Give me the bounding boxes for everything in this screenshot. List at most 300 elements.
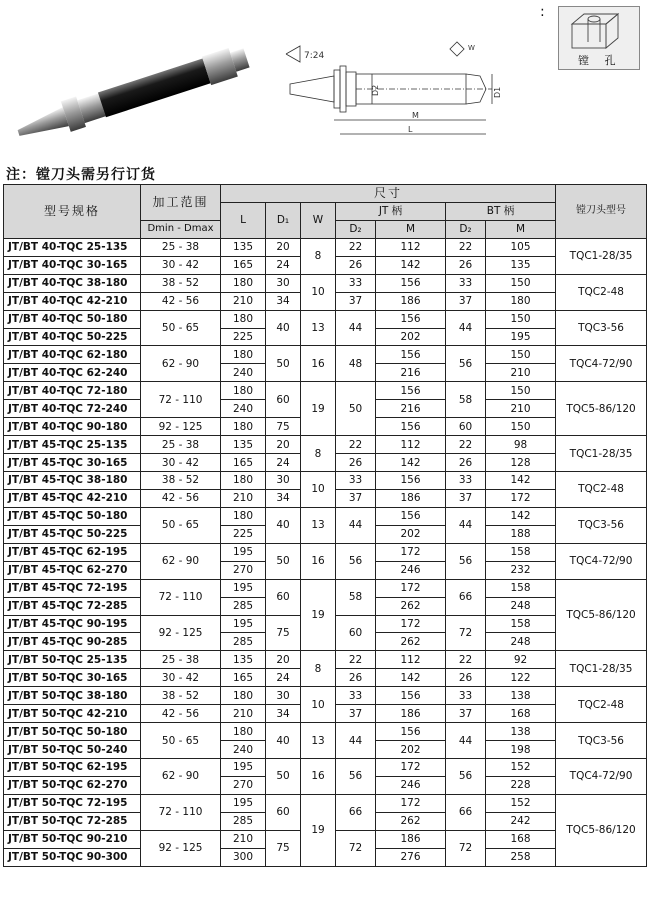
table-row [4, 472, 647, 490]
range-cell: 50 - 65 [141, 507, 221, 543]
d2-label: D2 [371, 84, 380, 96]
bt-m-cell: 152 [486, 759, 556, 777]
l-cell: 195 [221, 794, 266, 812]
jt-m-cell: 156 [376, 723, 446, 741]
l-cell: 180 [221, 472, 266, 490]
spec-table-body [4, 238, 647, 866]
d1-label: D1 [493, 86, 502, 98]
bt-d2-cell: 22 [446, 238, 486, 256]
l-cell: 165 [221, 669, 266, 687]
table-row [4, 436, 647, 454]
d1-cell: 60 [266, 382, 301, 418]
range-cell: 25 - 38 [141, 238, 221, 256]
l-cell: 180 [221, 418, 266, 436]
taper-label: 7:24 [304, 51, 325, 61]
jt-d2-cell: 37 [336, 705, 376, 723]
bt-m-cell: 188 [486, 525, 556, 543]
head-model-cell: TQC5-86/120 [556, 794, 647, 866]
jt-m-cell: 142 [376, 669, 446, 687]
table-row [4, 794, 647, 812]
jt-m-cell: 186 [376, 705, 446, 723]
model-cell: JT/BT 40-TQC 62-180 [4, 346, 141, 364]
bt-m-cell: 195 [486, 328, 556, 346]
bt-d2-cell: 58 [446, 382, 486, 418]
range-cell: 42 - 56 [141, 489, 221, 507]
range-cell: 25 - 38 [141, 436, 221, 454]
w-cell: 13 [301, 723, 336, 759]
model-cell: JT/BT 45-TQC 25-135 [4, 436, 141, 454]
jt-d2-cell: 44 [336, 310, 376, 346]
header-dimensions: 尺寸 [221, 185, 556, 203]
model-cell: JT/BT 50-TQC 72-285 [4, 812, 141, 830]
l-cell: 285 [221, 812, 266, 830]
d1-cell: 30 [266, 472, 301, 490]
header-d1: D₁ [266, 202, 301, 238]
table-row [4, 238, 647, 256]
bt-m-cell: 172 [486, 489, 556, 507]
table-row [4, 651, 647, 669]
head-model-cell: TQC2-48 [556, 687, 647, 723]
bt-d2-cell: 37 [446, 705, 486, 723]
model-cell: JT/BT 40-TQC 72-180 [4, 382, 141, 400]
bt-m-cell: 150 [486, 274, 556, 292]
model-cell: JT/BT 40-TQC 50-180 [4, 310, 141, 328]
model-cell: JT/BT 50-TQC 62-270 [4, 776, 141, 794]
range-cell: 30 - 42 [141, 669, 221, 687]
bt-m-cell: 128 [486, 454, 556, 472]
bt-m-cell: 228 [486, 776, 556, 794]
jt-m-cell: 156 [376, 507, 446, 525]
jt-m-cell: 112 [376, 238, 446, 256]
bt-m-cell: 158 [486, 615, 556, 633]
model-cell: JT/BT 50-TQC 90-210 [4, 830, 141, 848]
jt-m-cell: 172 [376, 579, 446, 597]
model-cell: JT/BT 45-TQC 42-210 [4, 489, 141, 507]
model-cell: JT/BT 45-TQC 90-195 [4, 615, 141, 633]
bt-d2-cell: 26 [446, 669, 486, 687]
d1-cell: 50 [266, 759, 301, 795]
jt-d2-cell: 58 [336, 579, 376, 615]
d1-cell: 30 [266, 687, 301, 705]
bt-m-cell: 242 [486, 812, 556, 830]
jt-m-cell: 172 [376, 794, 446, 812]
range-cell: 62 - 90 [141, 543, 221, 579]
jt-d2-cell: 56 [336, 543, 376, 579]
header-jt-d2: D₂ [336, 220, 376, 238]
bt-m-cell: 142 [486, 507, 556, 525]
model-cell: JT/BT 45-TQC 72-195 [4, 579, 141, 597]
jt-m-cell: 246 [376, 561, 446, 579]
jt-m-cell: 112 [376, 436, 446, 454]
header-range-units: Dmin - Dmax [141, 220, 221, 238]
model-cell: JT/BT 40-TQC 72-240 [4, 400, 141, 418]
model-cell: JT/BT 40-TQC 90-180 [4, 418, 141, 436]
d1-cell: 24 [266, 454, 301, 472]
table-row [4, 274, 647, 292]
l-cell: 240 [221, 400, 266, 418]
d1-cell: 50 [266, 543, 301, 579]
range-cell: 50 - 65 [141, 723, 221, 759]
m-label: M [412, 111, 419, 120]
table-row [4, 346, 647, 364]
w-cell: 19 [301, 794, 336, 866]
table-row [4, 543, 647, 561]
jt-d2-cell: 37 [336, 489, 376, 507]
model-cell: JT/BT 50-TQC 30-165 [4, 669, 141, 687]
bt-d2-cell: 44 [446, 507, 486, 543]
jt-m-cell: 172 [376, 543, 446, 561]
bt-m-cell: 258 [486, 848, 556, 866]
l-cell: 165 [221, 256, 266, 274]
range-cell: 38 - 52 [141, 472, 221, 490]
range-cell: 38 - 52 [141, 687, 221, 705]
model-cell: JT/BT 45-TQC 50-180 [4, 507, 141, 525]
w-cell: 10 [301, 274, 336, 310]
w-cell: 19 [301, 579, 336, 651]
model-cell: JT/BT 50-TQC 62-195 [4, 759, 141, 777]
head-model-cell: TQC1-28/35 [556, 436, 647, 472]
bt-d2-cell: 72 [446, 830, 486, 866]
table-row [4, 687, 647, 705]
range-cell: 42 - 56 [141, 292, 221, 310]
bt-d2-cell: 22 [446, 436, 486, 454]
range-cell: 92 - 125 [141, 418, 221, 436]
head-model-cell: TQC5-86/120 [556, 579, 647, 651]
range-cell: 25 - 38 [141, 651, 221, 669]
jt-d2-cell: 22 [336, 436, 376, 454]
range-cell: 50 - 65 [141, 310, 221, 346]
head-model-cell: TQC2-48 [556, 274, 647, 310]
d1-cell: 20 [266, 436, 301, 454]
model-cell: JT/BT 40-TQC 62-240 [4, 364, 141, 382]
order-note: 注：镗刀头需另行订货 [6, 167, 156, 183]
d1-cell: 20 [266, 651, 301, 669]
l-cell: 180 [221, 723, 266, 741]
spec-table [3, 184, 647, 867]
w-cell: 19 [301, 382, 336, 436]
w-cell: 10 [301, 472, 336, 508]
bt-m-cell: 150 [486, 346, 556, 364]
l-cell: 195 [221, 615, 266, 633]
d1-cell: 40 [266, 723, 301, 759]
bt-d2-cell: 44 [446, 310, 486, 346]
model-cell: JT/BT 45-TQC 30-165 [4, 454, 141, 472]
jt-m-cell: 216 [376, 400, 446, 418]
model-cell: JT/BT 45-TQC 50-225 [4, 525, 141, 543]
table-row [4, 382, 647, 400]
jt-d2-cell: 33 [336, 472, 376, 490]
bt-m-cell: 158 [486, 543, 556, 561]
w-label: W [468, 44, 475, 52]
l-cell: 285 [221, 597, 266, 615]
d1-cell: 34 [266, 292, 301, 310]
bt-m-cell: 180 [486, 292, 556, 310]
jt-m-cell: 172 [376, 759, 446, 777]
jt-m-cell: 156 [376, 310, 446, 328]
jt-m-cell: 156 [376, 346, 446, 364]
jt-d2-cell: 66 [336, 794, 376, 830]
bt-d2-cell: 66 [446, 579, 486, 615]
jt-m-cell: 186 [376, 830, 446, 848]
header-bt-d2: D₂ [446, 220, 486, 238]
bt-d2-cell: 37 [446, 489, 486, 507]
head-model-cell: TQC3-56 [556, 723, 647, 759]
head-model-cell: TQC1-28/35 [556, 651, 647, 687]
jt-m-cell: 186 [376, 292, 446, 310]
l-cell: 180 [221, 346, 266, 364]
range-cell: 38 - 52 [141, 274, 221, 292]
jt-d2-cell: 44 [336, 507, 376, 543]
d1-cell: 24 [266, 669, 301, 687]
bt-m-cell: 138 [486, 687, 556, 705]
model-cell: JT/BT 45-TQC 38-180 [4, 472, 141, 490]
jt-m-cell: 142 [376, 256, 446, 274]
jt-m-cell: 112 [376, 651, 446, 669]
range-cell: 30 - 42 [141, 454, 221, 472]
bt-m-cell: 142 [486, 472, 556, 490]
d1-cell: 60 [266, 794, 301, 830]
l-cell: 270 [221, 561, 266, 579]
w-cell: 13 [301, 310, 336, 346]
bt-m-cell: 122 [486, 669, 556, 687]
l-cell: 210 [221, 705, 266, 723]
l-cell: 180 [221, 310, 266, 328]
l-cell: 135 [221, 651, 266, 669]
model-cell: JT/BT 40-TQC 25-135 [4, 238, 141, 256]
jt-m-cell: 246 [376, 776, 446, 794]
model-cell: JT/BT 45-TQC 62-270 [4, 561, 141, 579]
model-cell: JT/BT 50-TQC 42-210 [4, 705, 141, 723]
jt-m-cell: 172 [376, 615, 446, 633]
head-model-cell: TQC3-56 [556, 310, 647, 346]
jt-m-cell: 262 [376, 812, 446, 830]
l-cell: 195 [221, 579, 266, 597]
bt-d2-cell: 56 [446, 346, 486, 382]
model-cell: JT/BT 50-TQC 72-195 [4, 794, 141, 812]
head-model-cell: TQC2-48 [556, 472, 647, 508]
model-cell: JT/BT 40-TQC 42-210 [4, 292, 141, 310]
l-cell: 180 [221, 274, 266, 292]
bt-m-cell: 248 [486, 633, 556, 651]
jt-d2-cell: 26 [336, 669, 376, 687]
w-cell: 16 [301, 346, 336, 382]
bt-d2-cell: 72 [446, 615, 486, 651]
l-cell: 180 [221, 382, 266, 400]
l-cell: 195 [221, 759, 266, 777]
model-cell: JT/BT 40-TQC 38-180 [4, 274, 141, 292]
bt-m-cell: 150 [486, 418, 556, 436]
range-cell: 62 - 90 [141, 759, 221, 795]
bt-d2-cell: 26 [446, 256, 486, 274]
header-jt-m: M [376, 220, 446, 238]
l-cell: 210 [221, 830, 266, 848]
l-cell: 165 [221, 454, 266, 472]
header-l: L [221, 202, 266, 238]
jt-m-cell: 156 [376, 274, 446, 292]
bt-d2-cell: 22 [446, 651, 486, 669]
d1-cell: 75 [266, 615, 301, 651]
table-row [4, 759, 647, 777]
head-model-cell: TQC4-72/90 [556, 759, 647, 795]
jt-m-cell: 202 [376, 525, 446, 543]
head-model-cell: TQC4-72/90 [556, 346, 647, 382]
header-range: 加工范围 [141, 185, 221, 221]
l-cell: 225 [221, 525, 266, 543]
jt-m-cell: 156 [376, 472, 446, 490]
header-model: 型号规格 [4, 185, 141, 239]
l-cell: 135 [221, 238, 266, 256]
bt-d2-cell: 33 [446, 687, 486, 705]
legend-label: 镗 孔 [578, 54, 622, 67]
model-cell: JT/BT 45-TQC 62-195 [4, 543, 141, 561]
w-cell: 13 [301, 507, 336, 543]
bt-d2-cell: 26 [446, 454, 486, 472]
bt-d2-cell: 60 [446, 418, 486, 436]
l-cell: 300 [221, 848, 266, 866]
jt-d2-cell: 72 [336, 830, 376, 866]
jt-d2-cell: 60 [336, 615, 376, 651]
bt-m-cell: 150 [486, 310, 556, 328]
bt-m-cell: 152 [486, 794, 556, 812]
jt-m-cell: 216 [376, 364, 446, 382]
jt-d2-cell: 22 [336, 238, 376, 256]
header-head-model: 镗刀头型号 [556, 185, 647, 239]
jt-m-cell: 142 [376, 454, 446, 472]
model-cell: JT/BT 50-TQC 38-180 [4, 687, 141, 705]
l-cell: 285 [221, 633, 266, 651]
d1-cell: 60 [266, 579, 301, 615]
w-cell: 8 [301, 651, 336, 687]
w-cell: 16 [301, 543, 336, 579]
w-cell: 16 [301, 759, 336, 795]
d1-cell: 30 [266, 274, 301, 292]
model-cell: JT/BT 50-TQC 50-240 [4, 741, 141, 759]
range-cell: 62 - 90 [141, 346, 221, 382]
jt-m-cell: 186 [376, 489, 446, 507]
bt-m-cell: 105 [486, 238, 556, 256]
bt-d2-cell: 37 [446, 292, 486, 310]
jt-d2-cell: 33 [336, 687, 376, 705]
bt-m-cell: 135 [486, 256, 556, 274]
w-cell: 8 [301, 238, 336, 274]
bt-d2-cell: 56 [446, 759, 486, 795]
d1-cell: 24 [266, 256, 301, 274]
jt-m-cell: 262 [376, 597, 446, 615]
jt-m-cell: 156 [376, 382, 446, 400]
jt-d2-cell: 50 [336, 382, 376, 436]
l-cell: 180 [221, 507, 266, 525]
head-model-cell: TQC5-86/120 [556, 382, 647, 436]
jt-m-cell: 276 [376, 848, 446, 866]
bt-d2-cell: 44 [446, 723, 486, 759]
range-cell: 92 - 125 [141, 830, 221, 866]
l-cell: 240 [221, 364, 266, 382]
jt-m-cell: 156 [376, 418, 446, 436]
bt-m-cell: 98 [486, 436, 556, 454]
l-cell: 195 [221, 543, 266, 561]
l-cell: 210 [221, 292, 266, 310]
d1-cell: 40 [266, 310, 301, 346]
d1-cell: 34 [266, 489, 301, 507]
model-cell: JT/BT 40-TQC 30-165 [4, 256, 141, 274]
l-cell: 270 [221, 776, 266, 794]
jt-d2-cell: 37 [336, 292, 376, 310]
range-cell: 92 - 125 [141, 615, 221, 651]
range-cell: 72 - 110 [141, 382, 221, 418]
product-photo [2, 28, 254, 148]
bt-m-cell: 150 [486, 382, 556, 400]
d1-cell: 50 [266, 346, 301, 382]
jt-d2-cell: 22 [336, 651, 376, 669]
jt-d2-cell: 56 [336, 759, 376, 795]
header-bt: BT 柄 [446, 202, 556, 220]
model-cell: JT/BT 50-TQC 90-300 [4, 848, 141, 866]
jt-d2-cell: 48 [336, 346, 376, 382]
l-cell: 210 [221, 489, 266, 507]
jt-d2-cell: 33 [336, 274, 376, 292]
bt-m-cell: 158 [486, 579, 556, 597]
bt-m-cell: 232 [486, 561, 556, 579]
l-cell: 135 [221, 436, 266, 454]
bt-d2-cell: 33 [446, 472, 486, 490]
bt-m-cell: 198 [486, 741, 556, 759]
l-cell: 225 [221, 328, 266, 346]
jt-m-cell: 156 [376, 687, 446, 705]
bt-m-cell: 210 [486, 400, 556, 418]
jt-m-cell: 202 [376, 328, 446, 346]
jt-d2-cell: 44 [336, 723, 376, 759]
l-cell: 240 [221, 741, 266, 759]
model-cell: JT/BT 40-TQC 50-225 [4, 328, 141, 346]
header-w: W [301, 202, 336, 238]
d1-cell: 75 [266, 418, 301, 436]
w-cell: 10 [301, 687, 336, 723]
jt-m-cell: 202 [376, 741, 446, 759]
bt-d2-cell: 33 [446, 274, 486, 292]
bt-m-cell: 210 [486, 364, 556, 382]
model-cell: JT/BT 45-TQC 72-285 [4, 597, 141, 615]
table-row [4, 310, 647, 328]
table-row [4, 723, 647, 741]
jt-d2-cell: 26 [336, 256, 376, 274]
header-bt-m: M [486, 220, 556, 238]
l-cell: 180 [221, 687, 266, 705]
range-cell: 72 - 110 [141, 579, 221, 615]
table-row [4, 579, 647, 597]
range-cell: 30 - 42 [141, 256, 221, 274]
l-label: L [408, 125, 413, 134]
head-model-cell: TQC3-56 [556, 507, 647, 543]
d1-cell: 34 [266, 705, 301, 723]
bt-m-cell: 168 [486, 705, 556, 723]
jt-d2-cell: 26 [336, 454, 376, 472]
table-row [4, 507, 647, 525]
bt-m-cell: 168 [486, 830, 556, 848]
d1-cell: 75 [266, 830, 301, 866]
model-cell: JT/BT 50-TQC 25-135 [4, 651, 141, 669]
technical-drawing [282, 36, 507, 146]
head-model-cell: TQC4-72/90 [556, 543, 647, 579]
bt-m-cell: 138 [486, 723, 556, 741]
range-cell: 72 - 110 [141, 794, 221, 830]
header-jt: JT 柄 [336, 202, 446, 220]
range-cell: 42 - 56 [141, 705, 221, 723]
bt-d2-cell: 56 [446, 543, 486, 579]
d1-cell: 20 [266, 238, 301, 256]
bt-d2-cell: 66 [446, 794, 486, 830]
d1-cell: 40 [266, 507, 301, 543]
bt-m-cell: 248 [486, 597, 556, 615]
